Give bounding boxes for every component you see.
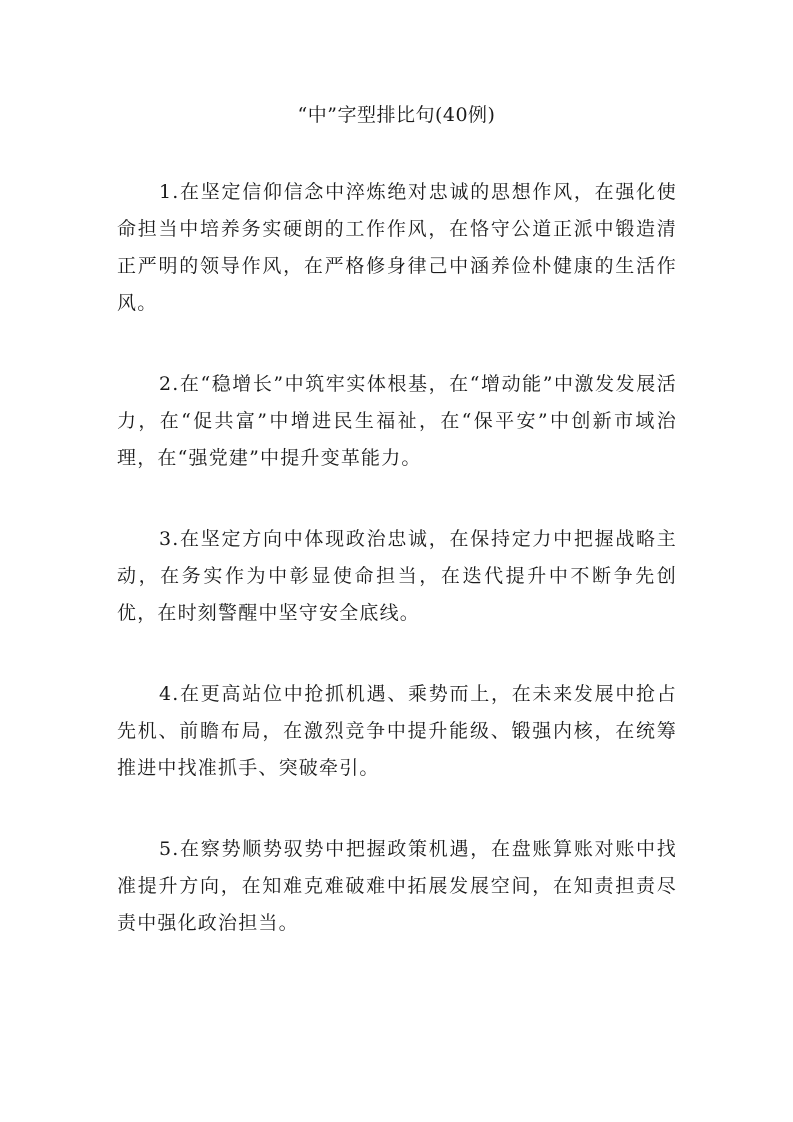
- paragraph-3: 3.在坚定方向中体现政治忠诚，在保持定力中把握战略主动，在务实作为中彰显使命担当，在迭代提升中不断争先创优，在时刻警醒中坚守安全底线。: [117, 528, 677, 624]
- paragraph-4: 4.在更高站位中抢抓机遇、乘势而上，在未来发展中抢占先机、前瞻布局，在激烈竞争中提升能级、锻强内核，在统筹推进中找准抓手、突破牵引。: [117, 683, 677, 779]
- paragraph-5: 5.在察势顺势驭势中把握政策机遇，在盘账算账对账中找准提升方向，在知难克难破难中拓展发展空间，在知责担责尽责中强化政治担当。: [117, 838, 677, 934]
- paragraph-2: 2.在“稳增长”中筑牢实体根基，在“增动能”中激发发展活力，在“促共富”中增进民生福祉，在“保平安”中创新市域治理，在“强党建”中提升变革能力。: [117, 373, 677, 469]
- paragraph-1: 1.在坚定信仰信念中淬炼绝对忠诚的思想作风，在强化使命担当中培养务实硬朗的工作作风，在恪守公道正派中锻造清正严明的领导作风，在严格修身律己中涵养俭朴健康的生活作风。: [117, 181, 677, 314]
- document-title: “中”字型排比句(40例): [297, 104, 496, 126]
- document-body: [117, 174, 677, 986]
